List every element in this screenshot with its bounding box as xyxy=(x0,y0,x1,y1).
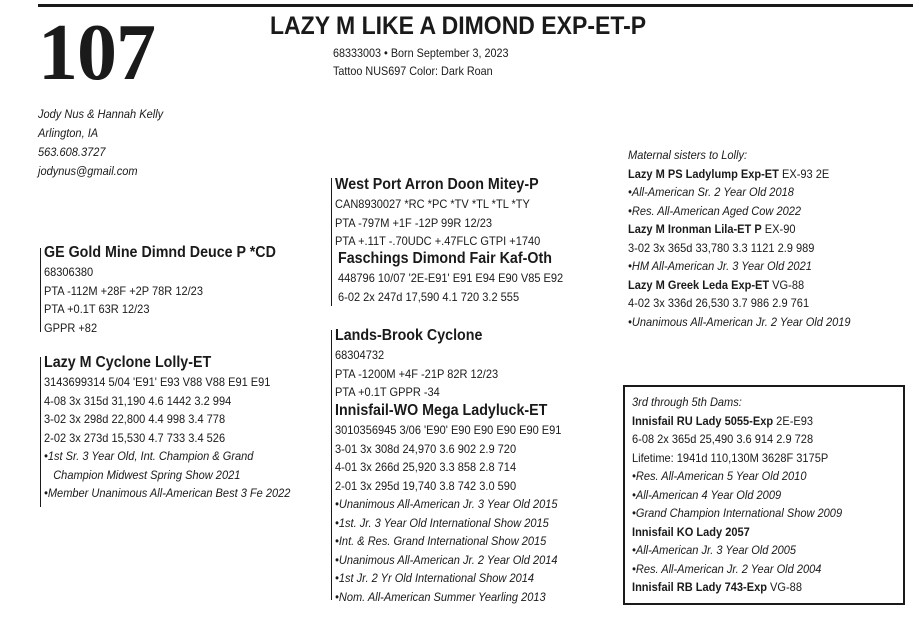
tattoo-color-line: Tattoo NUS697 Color: Dark Roan xyxy=(333,64,493,78)
sister-name: Lazy M Ironman Lila-ET P xyxy=(628,222,762,236)
third-dam-line: 6-08 2x 365d 25,490 3.6 914 2.9 728 xyxy=(632,432,814,446)
dam-sire-line: 68304732 xyxy=(335,348,385,362)
sire-sire-block xyxy=(335,175,540,251)
sister-award: •All-American Sr. 2 Year Old 2018 xyxy=(628,185,794,199)
dam-line: 4-08 3x 315d 31,190 4.6 1442 3.2 994 xyxy=(44,393,232,408)
maternal-sisters-heading: Maternal sisters to Lolly: xyxy=(628,148,748,162)
third-dam-award: •Grand Champion International Show 2009 xyxy=(632,506,843,520)
lot-number: 107 xyxy=(38,9,155,97)
owner-contact xyxy=(38,105,163,181)
sister-award: •HM All-American Jr. 3 Year Old 2021 xyxy=(628,259,812,273)
dam-dam-block xyxy=(335,401,561,606)
dam-award: •Member Unanimous All-American Best 3 Fe 2022 xyxy=(44,486,291,500)
animal-name: LAZY M LIKE A DIMOND EXP-ET-P xyxy=(270,12,647,40)
dam-award: Champion Midwest Spring Show 2021 xyxy=(53,467,241,482)
third-dam-line: Lifetime: 1941d 110,130M 3628F 3175P xyxy=(632,450,829,465)
sire-sire-line: PTA +.11T -.70UDC +.47FLC GTPI +1740 xyxy=(335,234,541,248)
dam-dam-line: 2-01 3x 295d 19,740 3.8 742 3.0 590 xyxy=(335,478,517,493)
sire-dam-block xyxy=(338,249,563,306)
owner-names: Jody Nus & Hannah Kelly xyxy=(38,107,164,121)
sire-sire-line: PTA -797M +1F -12P 99R 12/23 xyxy=(335,215,493,230)
third-dam-name: Innisfail RU Lady 5055-Exp xyxy=(632,413,774,428)
dam-award: •1st Sr. 3 Year Old, Int. Champion & Grand xyxy=(44,449,254,463)
fourth-dam-award: •All-American Jr. 3 Year Old 2005 xyxy=(632,543,797,557)
sire-line: PTA -112M +28F +2P 78R 12/23 xyxy=(44,283,203,298)
sister-name: Lazy M PS Ladylump Exp-ET xyxy=(628,166,779,181)
dam-dam-award: •1st Jr. 2 Yr Old International Show 2014 xyxy=(335,571,535,585)
sister-score: EX-93 2E xyxy=(778,166,830,181)
third-dam-award: •Res. All-American 5 Year Old 2010 xyxy=(632,469,807,483)
fourth-dam-award: •Res. All-American Jr. 2 Year Old 2004 xyxy=(632,561,822,576)
sire-line: GPPR +82 xyxy=(44,320,98,335)
sister-name: Lazy M Greek Leda Exp-ET xyxy=(628,277,770,292)
sire-block xyxy=(44,243,276,337)
dam-dam-award: •1st. Jr. 3 Year Old International Show 2015 xyxy=(335,515,549,530)
fifth-dam-score: VG-88 xyxy=(766,580,802,594)
dam-sire-line: PTA -1200M +4F -21P 82R 12/23 xyxy=(335,366,499,381)
sister-award: •Unanimous All-American Jr. 2 Year Old 2019 xyxy=(628,314,851,329)
dam-dam-award: •Unanimous All-American Jr. 2 Year Old 2014 xyxy=(335,552,558,567)
sister-score: VG-88 xyxy=(769,277,805,292)
dam-line: 3143699314 5/04 'E91' E93 V88 V88 E91 E91 xyxy=(44,375,271,389)
maternal-sisters-block xyxy=(628,146,851,331)
dam-dam-name: Innisfail-WO Mega Ladyluck-ET xyxy=(335,402,548,419)
sire-bracket xyxy=(40,248,41,332)
dam-line: 3-02 3x 298d 22,800 4.4 998 3.4 778 xyxy=(44,412,226,426)
registration-birth-line: 68333003 • Born September 3, 2023 xyxy=(333,46,509,60)
sister-line: 3-02 3x 365d 33,780 3.3 1121 2.9 989 xyxy=(628,240,815,255)
third-dam-award: •All-American 4 Year Old 2009 xyxy=(632,487,782,502)
sister-score: EX-90 xyxy=(761,222,796,236)
fourth-dam-name: Innisfail KO Lady 2057 xyxy=(632,524,750,539)
dam-sire-name: Lands-Brook Cyclone xyxy=(335,327,483,344)
animal-info xyxy=(333,44,509,80)
owner-email: jodynus@gmail.com xyxy=(38,164,138,178)
fifth-dam-name: Innisfail RB Lady 743-Exp xyxy=(632,580,767,594)
sire-sire-name: West Port Arron Doon Mitey-P xyxy=(335,176,539,193)
sire-dam-name: Faschings Dimond Fair Kaf-Oth xyxy=(338,250,552,267)
sister-award: •Res. All-American Aged Cow 2022 xyxy=(628,203,802,218)
top-rule xyxy=(38,4,913,7)
dam-sire-block xyxy=(335,326,498,402)
owner-location: Arlington, IA xyxy=(38,126,99,140)
dam-dam-award: •Unanimous All-American Jr. 3 Year Old 2015 xyxy=(335,497,558,511)
dam-block xyxy=(44,353,290,503)
dam-sire-line: PTA +0.1T GPPR -34 xyxy=(335,385,440,399)
sister-line: 4-02 3x 336d 26,530 3.7 986 2.9 761 xyxy=(628,296,810,310)
owner-phone: 563.608.3727 xyxy=(38,145,106,159)
sire-line: PTA +0.1T 63R 12/23 xyxy=(44,302,150,316)
dam-dam-line: 3010356945 3/06 'E90' E90 E90 E90 E90 E91 xyxy=(335,423,562,437)
dam-bracket xyxy=(40,357,41,507)
dams-box-heading: 3rd through 5th Dams: xyxy=(632,395,742,409)
sire-sire-line: CAN8930027 *RC *PC *TV *TL *TL *TY xyxy=(335,197,530,211)
dam-line: 2-02 3x 273d 15,530 4.7 733 3.4 526 xyxy=(44,430,226,445)
dam-dam-award: •Int. & Res. Grand International Show 2015 xyxy=(335,534,547,548)
dam-dam-line: 4-01 3x 266d 25,920 3.3 858 2.8 714 xyxy=(335,460,517,474)
sire-dam-line: 448796 10/07 '2E-E91' E91 E94 E90 V85 E92 xyxy=(338,271,564,285)
dams-box-content xyxy=(632,393,842,597)
sire-parents-bracket xyxy=(331,178,332,306)
sire-dam-line: 6-02 2x 247d 17,590 4.1 720 3.2 555 xyxy=(338,289,520,304)
sire-name: GE Gold Mine Dimnd Deuce P *CD xyxy=(44,244,276,261)
dam-parents-bracket xyxy=(331,330,332,600)
sire-line: 68306380 xyxy=(44,265,94,279)
dam-dam-award: •Nom. All-American Summer Yearling 2013 xyxy=(335,589,546,604)
dam-name: Lazy M Cyclone Lolly-ET xyxy=(44,354,212,371)
third-dam-score: 2E-E93 xyxy=(773,413,814,428)
dam-dam-line: 3-01 3x 308d 24,970 3.6 902 2.9 720 xyxy=(335,441,517,456)
